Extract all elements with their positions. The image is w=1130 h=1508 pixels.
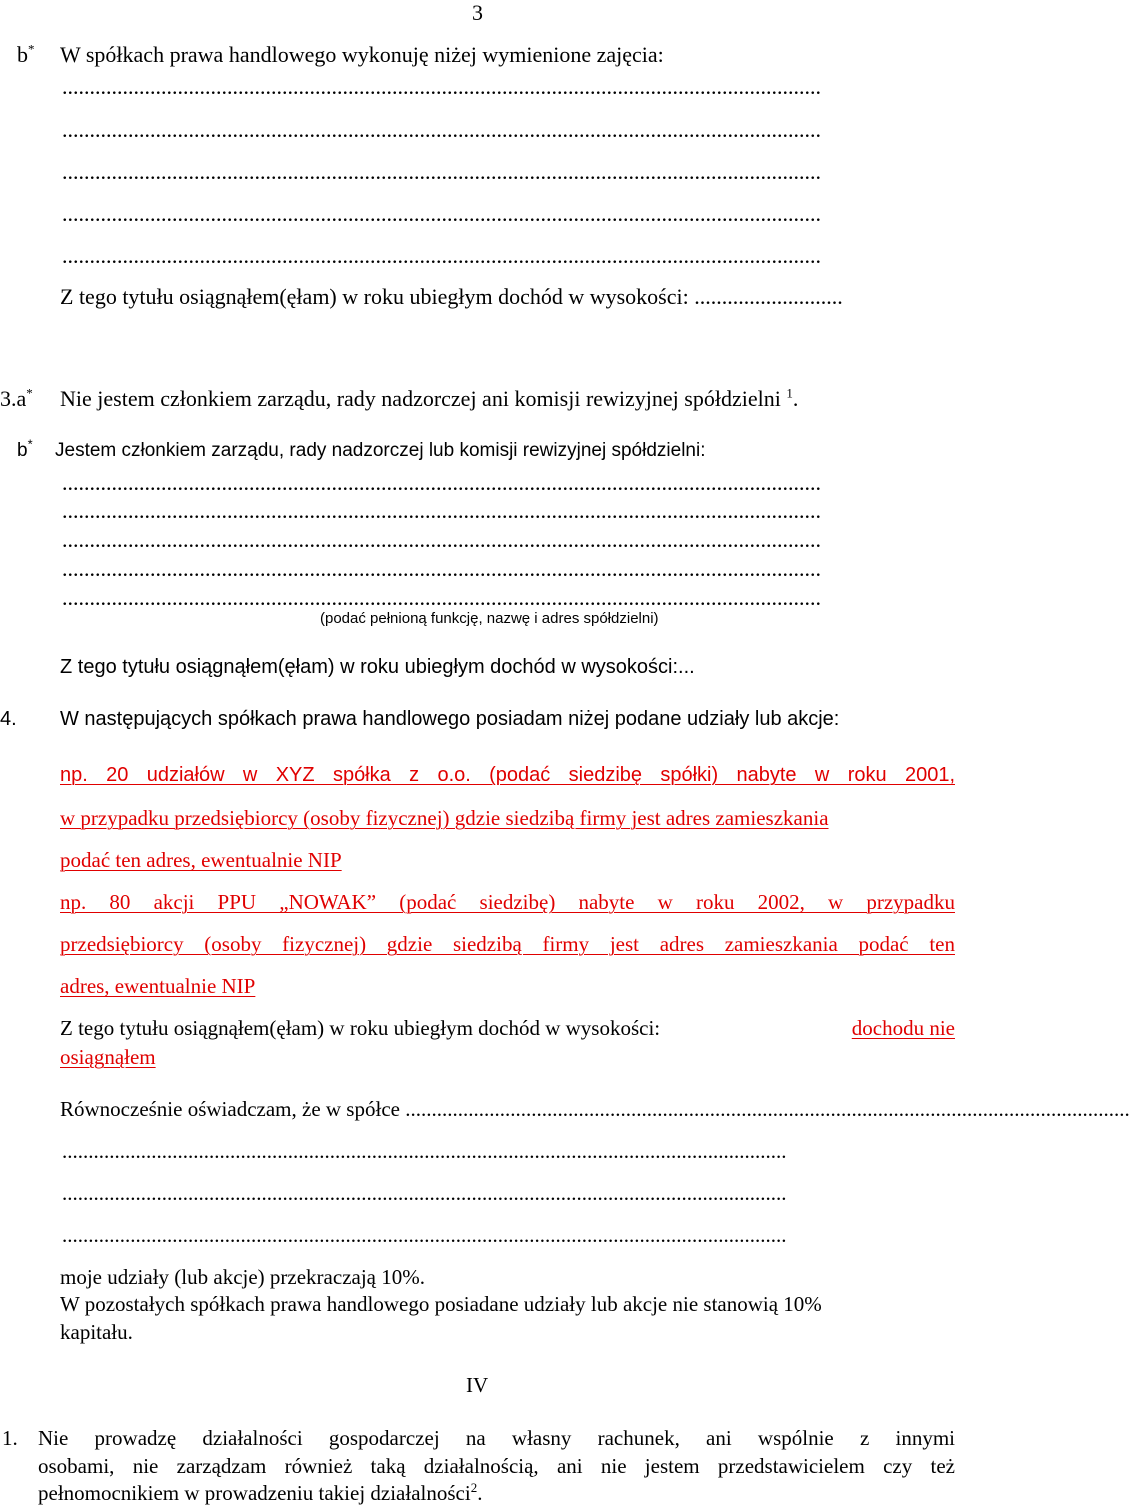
part-4-item-number: 1. xyxy=(2,1426,18,1450)
simultaneous-statement xyxy=(60,1097,1130,1122)
section-4-income xyxy=(60,1016,955,1041)
income-statement-text: Z tego tytułu osiągnąłem(ęłam) w roku ubiegłym dochód w wysokości: ... xyxy=(60,284,711,309)
item-3b-letter: b xyxy=(17,440,28,461)
shares-exceed-statement: moje udziały (lub akcje) przekraczają 10%. xyxy=(60,1265,425,1289)
example-1-line-2: w przypadku przedsiębiorcy (osoby fizycznej) gdzie siedzibą firmy jest adres zamieszkania xyxy=(60,806,829,830)
other-companies-line-2: kapitału. xyxy=(60,1320,133,1344)
coop-note: (podać pełnioną funkcję, nazwę i adres spółdzielni) xyxy=(320,610,659,627)
period: . xyxy=(477,1481,483,1505)
dotted-line: .......................................................................................................................................... xyxy=(62,159,821,184)
income-answer-part-2: osiągnąłem xyxy=(60,1045,156,1069)
dotted-line: .......................................................................................................................................... xyxy=(62,585,821,610)
item-b-text: W spółkach prawa handlowego wykonuję niżej wymienione zajęcia: xyxy=(60,42,664,67)
item-b-letter: b xyxy=(17,42,28,67)
income-dots: ........................ xyxy=(710,284,843,309)
simultaneous-dots: .......................................................................................................................................... xyxy=(405,1097,1130,1121)
item-3a-number: 3.a xyxy=(0,386,27,411)
item-3a-marker xyxy=(0,386,33,412)
example-2-line-1: np. 80 akcji PPU „NOWAK” (podać siedzibę) nabyte w roku 2002, w przypadku xyxy=(60,890,955,914)
dotted-line: .......................................................................................................................................... xyxy=(62,556,821,581)
footnote-ref: 1 xyxy=(786,385,793,401)
item-3a-label: Nie jestem członkiem zarządu, rady nadzorczej ani komisji rewizyjnej spółdzielni xyxy=(60,386,781,411)
dotted-line: .......................................................................................................................................... xyxy=(62,1139,787,1163)
income-answer-part-1: dochodu nie xyxy=(851,1016,955,1040)
page-number: 3 xyxy=(472,0,483,25)
period: . xyxy=(792,386,799,411)
section-4-income-text: Z tego tytułu osiągnąłem(ęłam) w roku ubiegłym dochód w wysokości: xyxy=(60,1016,661,1040)
asterisk: * xyxy=(27,436,33,452)
dotted-line: .......................................................................................................................................... xyxy=(62,117,821,142)
dotted-line: .......................................................................................................................................... xyxy=(62,243,821,268)
other-companies-line-1: W pozostałych spółkach prawa handlowego posiadane udziały lub akcje nie stanowią 10% xyxy=(60,1292,822,1316)
simultaneous-text: Równocześnie oświadczam, że w spółce xyxy=(60,1097,400,1121)
dotted-line: .......................................................................................................................................... xyxy=(62,527,821,552)
section-4-heading: W następujących spółkach prawa handlowego posiadam niżej podane udziały lub akcje: xyxy=(60,708,840,730)
example-1-line-3: podać ten adres, ewentualnie NIP xyxy=(60,848,342,872)
example-2-line-2: przedsiębiorcy (osoby fizycznej) gdzie siedzibą firmy jest adres zamieszkania podać ten xyxy=(60,932,955,956)
item-3b-text: Jestem członkiem zarządu, rady nadzorczej lub komisji rewizyjnej spółdzielni: xyxy=(55,440,706,461)
dotted-line: .......................................................................................................................................... xyxy=(62,1223,787,1247)
dotted-line: .......................................................................................................................................... xyxy=(62,1181,787,1205)
coop-income-statement: Z tego tytułu osiągnąłem(ęłam) w roku ubiegłym dochód w wysokości:... xyxy=(60,656,695,678)
item-3a-text xyxy=(60,386,798,412)
part-4-heading: IV xyxy=(466,1373,489,1397)
dotted-line: .......................................................................................................................................... xyxy=(62,470,821,495)
item-b-marker xyxy=(17,42,35,68)
part-4-line-1: Nie prowadzę działalności gospodarczej na własny rachunek, ani wspólnie z innymi xyxy=(38,1426,955,1450)
item-3b-marker xyxy=(17,436,33,462)
example-2-line-3: adres, ewentualnie NIP xyxy=(60,974,256,998)
example-1-line-1: np. 20 udziałów w XYZ spółka z o.o. (podać siedzibę spółki) nabyte w roku 2001, xyxy=(60,764,955,786)
dotted-line: .......................................................................................................................................... xyxy=(62,498,821,523)
dotted-line: .......................................................................................................................................... xyxy=(62,74,821,99)
asterisk: * xyxy=(26,385,33,401)
income-statement xyxy=(60,284,843,310)
dotted-line: .......................................................................................................................................... xyxy=(62,201,821,226)
footnote-ref: 2 xyxy=(470,1480,478,1495)
section-4-number: 4. xyxy=(0,708,17,730)
part-4-line-3 xyxy=(38,1481,482,1506)
part-4-line-2: osobami, nie zarządzam również taką działalnością, ani nie jestem przedstawicielem czy też xyxy=(38,1454,955,1478)
part-4-line-3-text: pełnomocnikiem w prowadzeniu takiej działalności xyxy=(38,1481,471,1505)
asterisk: * xyxy=(28,41,35,57)
